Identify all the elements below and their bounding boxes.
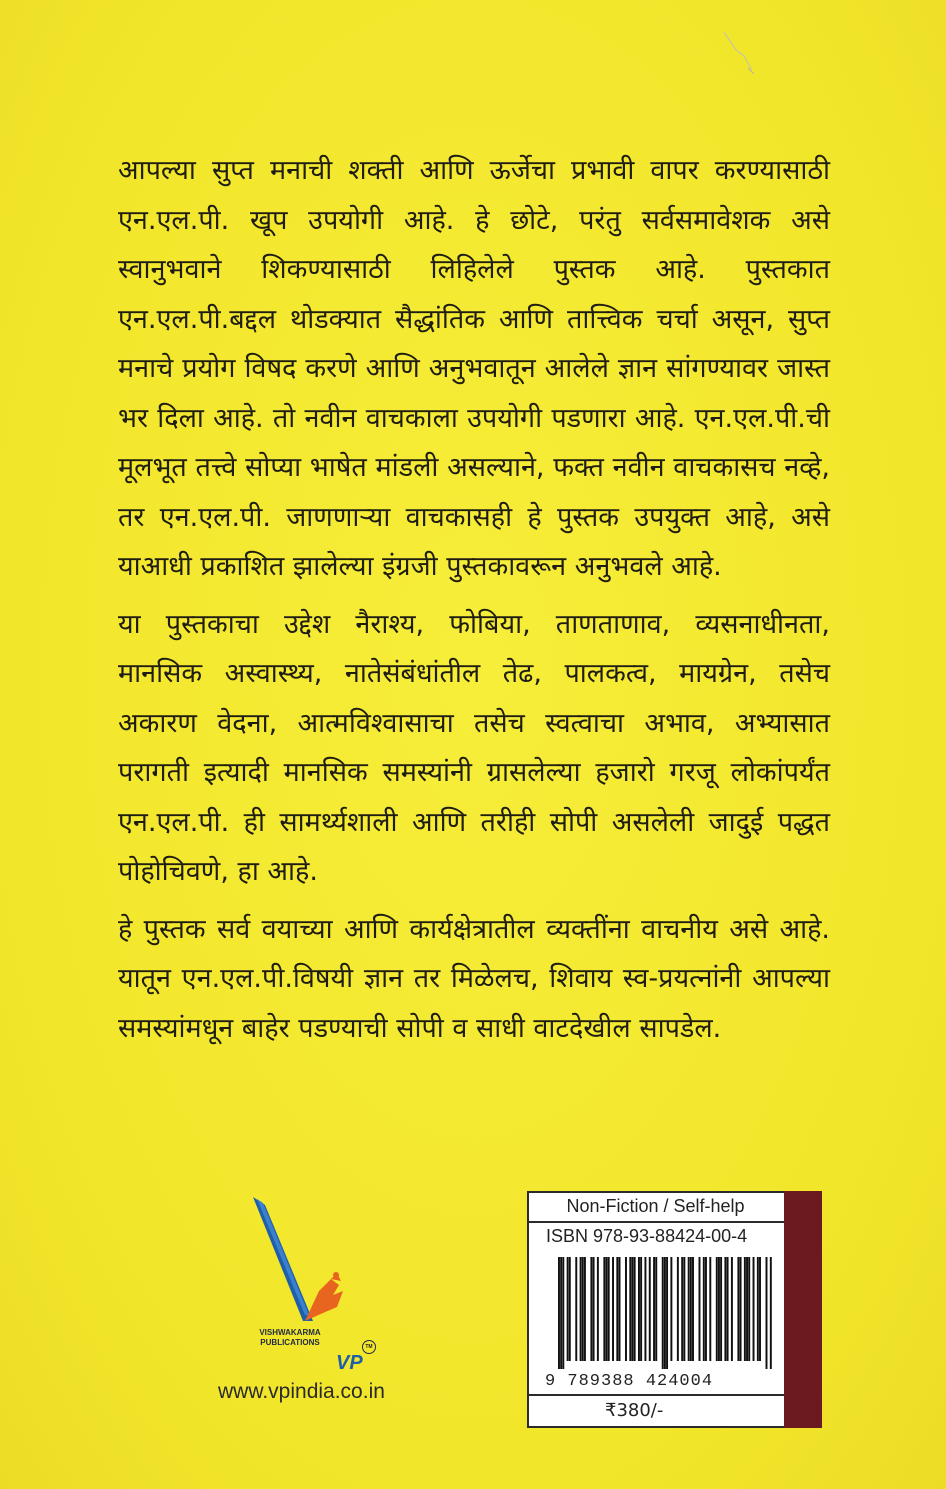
blurb-line: एन.एल.पी. ही सामर्थ्यशाली आणि तरीही सोपी असलेली जादुई पद्धत — [118, 806, 830, 838]
barcode-bar — [582, 1257, 584, 1361]
barcode-digits: 9 789388 424004 — [545, 1372, 714, 1391]
barcode-bar — [690, 1257, 692, 1361]
barcode-bar — [655, 1257, 657, 1361]
blurb-line: आपल्या सुप्त मनाची शक्ती आणि ऊर्जेचा प्रभावी वापर करण्यासाठी — [118, 155, 830, 186]
barcode-bar — [766, 1257, 768, 1369]
barcode-bar — [662, 1257, 664, 1369]
barcode-bar — [558, 1257, 560, 1369]
barcode-bar — [640, 1257, 642, 1361]
blurb-line: तर एन.एल.पी. जाणणाऱ्या वाचकासही हे पुस्तक उपयुक्त आहे, असे — [118, 501, 830, 533]
blurb-line: समस्यांमधून बाहेर पडण्याची सोपी व साधी वाटदेखील सापडेल. — [118, 1012, 722, 1044]
blurb-line: मनाचे प्रयोग विषद करणे आणि अनुभवातून आलेले ज्ञान सांगण्यावर जास्त — [118, 353, 830, 384]
publisher-name-line2: PUBLICATIONS — [260, 1338, 320, 1347]
blurb-line: एन.एल.पी.बद्दल थोडक्यात सैद्धांतिक आणि तात्त्विक चर्चा असून, सुप्त — [118, 303, 830, 335]
blurb-line: यातून एन.एल.पी.विषयी ज्ञान तर मिळेलच, शिवाय स्व-प्रयत्नांनी आपल्या — [118, 963, 830, 994]
barcode-bar — [634, 1257, 636, 1361]
blurb-line: पोहोचिवणे, हा आहे. — [118, 856, 318, 887]
barcode-bar — [731, 1257, 733, 1361]
barcode-bar — [562, 1257, 564, 1369]
barcode-bar — [638, 1257, 640, 1361]
price-label: ₹380/- — [527, 1394, 784, 1426]
barcode-bar — [699, 1257, 701, 1361]
barcode-bar — [603, 1257, 605, 1361]
publisher-vp-mark: VP — [336, 1352, 363, 1374]
trademark-icon: TM — [362, 1340, 376, 1354]
barcode-bar — [666, 1257, 668, 1369]
barcode-bar — [720, 1257, 722, 1361]
blurb-line: मूलभूत तत्त्वे सोप्या भाषेत मांडली असल्याने, फक्त नवीन वाचकासच नव्हे, — [118, 452, 830, 483]
blurb-line: हे पुस्तक सर्व वयाच्या आणि कार्यक्षेत्रातील व्यक्तींना वाचनीय असे आहे. — [118, 913, 830, 945]
barcode-bar — [748, 1257, 750, 1361]
barcode-bar — [744, 1257, 746, 1361]
barcode-bar — [597, 1257, 599, 1361]
blurb-line: अकारण वेदना, आत्मविश्वासाचा तसेच स्वत्वाचा अभाव, अभ्यासात — [118, 707, 830, 739]
barcode-bar — [584, 1257, 586, 1361]
barcode-bar — [616, 1257, 618, 1361]
blurb-line: मानसिक अस्वास्थ्य, नातेसंबंधांतील तेढ, पालकत्व, मायग्रेन, तसेच — [118, 658, 830, 689]
barcode-bar — [629, 1257, 631, 1361]
blurb-paragraph-2 — [118, 600, 830, 897]
blurb-line: स्वानुभवाने शिकण्यासाठी लिहिलेले पुस्तक आहे. पुस्तकात — [118, 254, 830, 285]
barcode-bar — [608, 1257, 610, 1361]
barcode-bar — [569, 1257, 571, 1361]
barcode-bar — [560, 1257, 562, 1369]
barcode-bar — [593, 1257, 595, 1361]
blurb-paragraph-1 — [118, 146, 830, 592]
barcode-bar — [753, 1257, 755, 1361]
barcode-bar — [740, 1257, 742, 1361]
blurb-line: एन.एल.पी. खूप उपयोगी आहे. हे छोटे, परंतु सर्वसमावेशक असे — [118, 204, 830, 236]
barcode-bar — [759, 1257, 761, 1361]
barcode-bar — [724, 1257, 726, 1361]
blurb-paragraph-3 — [118, 905, 830, 1054]
barcode-bar — [670, 1257, 672, 1361]
barcode-bar — [653, 1257, 655, 1361]
barcode-bar — [677, 1257, 679, 1361]
blurb-text — [118, 146, 830, 1061]
barcode-bar — [757, 1257, 759, 1361]
cover-scuff-mark — [722, 30, 758, 76]
barcode-bar — [716, 1257, 718, 1361]
barcode-bar — [664, 1257, 666, 1369]
barcode-bar — [619, 1257, 621, 1361]
genre-label: Non-Fiction / Self-help — [527, 1191, 784, 1223]
barcode-bar — [625, 1257, 627, 1361]
publisher-name-line1: VISHWAKARMA — [259, 1328, 321, 1337]
barcode-bar — [575, 1257, 577, 1361]
blurb-line: या पुस्तकाचा उद्देश नैराश्य, फोबिया, ताणताणाव, व्यसनाधीनता, — [118, 608, 830, 640]
isbn-barcode-icon — [558, 1257, 772, 1369]
barcode-bar — [703, 1257, 705, 1361]
spine-color-strip — [784, 1191, 822, 1428]
barcode-bar — [580, 1257, 582, 1361]
barcode-bar — [692, 1257, 694, 1361]
barcode-bar — [606, 1257, 608, 1361]
barcode-bar — [718, 1257, 720, 1361]
barcode-bar — [709, 1257, 711, 1361]
blurb-line: भर दिला आहे. तो नवीन वाचकाला उपयोगी पडणारा आहे. एन.एल.पी.ची — [118, 402, 830, 434]
barcode-bar — [590, 1257, 592, 1361]
barcode-bar — [612, 1257, 614, 1361]
barcode-bar — [746, 1257, 748, 1361]
publisher-website: www.vpindia.co.in — [218, 1380, 385, 1403]
barcode-bar — [737, 1257, 739, 1361]
barcode-bar — [727, 1257, 729, 1361]
barcode-bar — [567, 1257, 569, 1361]
barcode-bar — [649, 1257, 651, 1361]
publisher-name — [228, 1328, 352, 1348]
isbn-label: ISBN 978-93-88424-00-4 — [546, 1226, 748, 1246]
barcode-bar — [688, 1257, 690, 1361]
barcode-bar — [681, 1257, 683, 1361]
barcode-bar — [683, 1257, 685, 1361]
barcode-bar — [705, 1257, 707, 1361]
barcode-bar — [770, 1257, 772, 1369]
blurb-line: याआधी प्रकाशित झालेल्या इंग्रजी पुस्तकावरून अनुभवले आहे. — [118, 551, 722, 582]
blurb-line: परागती इत्यादी मानसिक समस्यांनी ग्रासलेल्या हजारो गरजू लोकांपर्यंत — [118, 757, 830, 788]
barcode-bar — [644, 1257, 646, 1361]
barcode-bar — [631, 1257, 633, 1361]
